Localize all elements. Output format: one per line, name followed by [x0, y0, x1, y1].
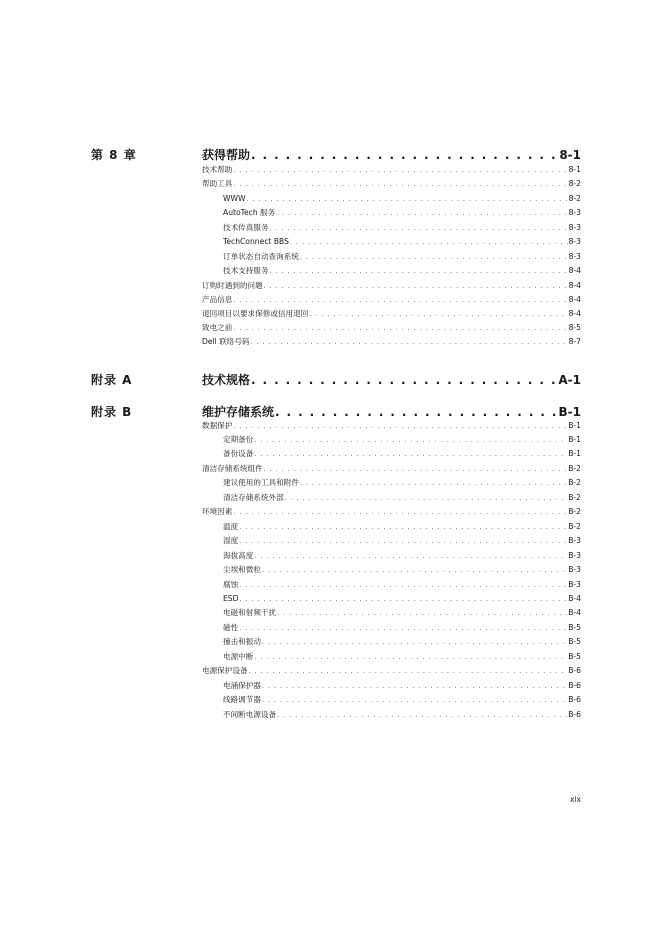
- toc-subentry[interactable]: [223, 264, 581, 278]
- toc-entry[interactable]: [202, 664, 581, 678]
- toc-entry-page: 8-3: [568, 208, 581, 217]
- toc-entry-page: B-2: [568, 507, 581, 516]
- leader-dots: [309, 308, 567, 322]
- toc-entry-title: 退回项目以要求保修或信用退回: [202, 309, 309, 318]
- toc-entry-page: B-6: [568, 695, 581, 704]
- leader-dots: [262, 564, 567, 578]
- toc-entry-page: 8-3: [568, 237, 581, 246]
- toc-entry-page: 8-1: [568, 165, 581, 174]
- toc-entry-title: Dell 联络号码: [202, 337, 250, 346]
- leader-dots: [239, 521, 567, 535]
- leader-dots: [290, 236, 568, 250]
- toc-entry-title: 建议使用的工具和附件: [223, 478, 299, 487]
- toc-subentry[interactable]: [223, 635, 581, 649]
- toc-entry-page: B-3: [568, 536, 581, 545]
- toc-heading-page: 8-1: [559, 148, 581, 162]
- toc-entry-page: 8-4: [568, 309, 581, 318]
- leader-dots: [262, 636, 567, 650]
- toc-entry[interactable]: [202, 335, 581, 349]
- toc-entry-title: 清洁存储系统组件: [202, 464, 263, 473]
- toc-subentry[interactable]: [223, 520, 581, 534]
- leader-dots: [277, 709, 567, 723]
- toc-entry-title: 订单状态自动查询系统: [223, 252, 299, 261]
- toc-subentry[interactable]: [223, 606, 581, 620]
- leader-dots: [300, 251, 568, 265]
- leader-dots: [249, 665, 568, 679]
- leader-dots: [264, 463, 567, 477]
- toc-entry-page: 8-2: [568, 194, 581, 203]
- toc-entry-page: B-1: [568, 435, 581, 444]
- leader-dots: [239, 593, 567, 607]
- toc-entry-title: TechConnect BBS: [223, 237, 289, 246]
- toc-entry-page: B-4: [568, 608, 581, 617]
- toc-entry-title: 帮助工具: [202, 179, 233, 188]
- toc-heading-title: 技术规格: [202, 373, 251, 387]
- toc-entry-page: 8-4: [568, 266, 581, 275]
- toc-entry-title: 环境因素: [202, 507, 233, 516]
- leader-dots: [254, 651, 567, 665]
- toc-entry-title: 湿度: [223, 536, 239, 545]
- toc-entry-title: 备份设备: [223, 449, 254, 458]
- toc-entry-title: 磁性: [223, 623, 239, 632]
- toc-subentry[interactable]: [223, 578, 581, 592]
- toc-heading-page: A-1: [558, 373, 581, 387]
- toc-entry[interactable]: [202, 177, 581, 191]
- toc-entry-page: B-1: [568, 449, 581, 458]
- toc-entry-page: B-3: [568, 565, 581, 574]
- toc-entry[interactable]: [202, 462, 581, 476]
- leader-dots: [262, 694, 567, 708]
- toc-entry-title: 定期备份: [223, 435, 254, 444]
- leader-dots: [254, 434, 567, 448]
- toc-entry-title: 订购时遇到的问题: [202, 281, 263, 290]
- leader-dots: [233, 420, 567, 434]
- toc-entry-page: B-1: [568, 421, 581, 430]
- leader-dots: [233, 164, 567, 178]
- appendix-a-label: 附录 A: [91, 373, 133, 387]
- toc-heading-title: 获得帮助: [202, 148, 251, 162]
- toc-entry-page: B-3: [568, 551, 581, 560]
- leader-dots: [270, 222, 568, 236]
- toc-entry-page: B-5: [568, 623, 581, 632]
- toc-subentry[interactable]: [223, 693, 581, 707]
- toc-entry-title: 腐蚀: [223, 580, 239, 589]
- toc-entry-title: 清洁存储系统外部: [223, 493, 284, 502]
- leader-dots: [239, 579, 567, 593]
- toc-entry-page: 8-4: [568, 281, 581, 290]
- toc-heading-chapter-8[interactable]: [202, 146, 581, 163]
- toc-entry-page: 8-7: [568, 337, 581, 346]
- toc-entry-page: B-6: [568, 681, 581, 690]
- toc-entry-title: 技术传真服务: [223, 223, 269, 232]
- leader-dots: [233, 294, 567, 308]
- toc-entry-title: 不间断电源设备: [223, 710, 277, 719]
- toc-entry-page: B-6: [568, 710, 581, 719]
- toc-entry-title: 电涌保护器: [223, 681, 261, 690]
- toc-subentry[interactable]: [223, 192, 581, 206]
- toc-subentry[interactable]: [223, 433, 581, 447]
- toc-entry-page: 8-3: [568, 252, 581, 261]
- toc-entry-title: 致电之前: [202, 323, 233, 332]
- toc-entry-page: 8-3: [568, 223, 581, 232]
- toc-subentry[interactable]: [223, 621, 581, 635]
- toc-subentry[interactable]: [223, 206, 581, 220]
- toc-entry[interactable]: [202, 505, 581, 519]
- toc-entry-title: 产品信息: [202, 295, 233, 304]
- leader-dots: [254, 550, 567, 564]
- leader-dots: [251, 336, 568, 350]
- toc-subentry[interactable]: [223, 476, 581, 490]
- toc-entry-page: B-2: [568, 478, 581, 487]
- toc-entry-title: 海拔高度: [223, 551, 254, 560]
- toc-subentry[interactable]: [223, 250, 581, 264]
- chapter-8-label: 第 8 章: [91, 148, 137, 162]
- leader-dots: [233, 178, 567, 192]
- toc-heading-appendix-b[interactable]: [202, 403, 581, 420]
- toc-entry-title: 数据保护: [202, 421, 233, 430]
- toc-entry-title: AutoTech 服务: [223, 208, 276, 217]
- toc-entry-title: 温度: [223, 522, 239, 531]
- leader-dots: [251, 373, 557, 387]
- toc-entry-page: B-5: [568, 637, 581, 646]
- appendix-b-label: 附录 B: [91, 405, 133, 419]
- leader-dots: [233, 322, 567, 336]
- toc-entry-title: 线路调节器: [223, 695, 261, 704]
- toc-entry-title: WWW: [223, 194, 246, 203]
- leader-dots: [251, 148, 558, 162]
- toc-entry-title: 撞击和振动: [223, 637, 261, 646]
- toc-entry-page: 8-5: [568, 323, 581, 332]
- toc-entry-page: B-2: [568, 522, 581, 531]
- leader-dots: [270, 265, 568, 279]
- leader-dots: [239, 622, 567, 636]
- leader-dots: [276, 207, 567, 221]
- toc-entry[interactable]: [202, 163, 581, 177]
- leader-dots: [277, 607, 567, 621]
- toc-entry-page: B-4: [568, 594, 581, 603]
- toc-entry-page: B-3: [568, 580, 581, 589]
- toc-subentry[interactable]: [223, 534, 581, 548]
- toc-heading-title: 维护存储系统: [202, 405, 275, 419]
- toc-entry-page: B-2: [568, 464, 581, 473]
- toc-entry-title: 技术帮助: [202, 165, 233, 174]
- toc-entry-page: 8-2: [568, 179, 581, 188]
- toc-subentry[interactable]: [223, 221, 581, 235]
- toc-entry-title: 电源保护设备: [202, 666, 248, 675]
- leader-dots: [264, 280, 568, 294]
- toc-entry-title: 电源中断: [223, 652, 254, 661]
- toc-heading-appendix-a[interactable]: [202, 371, 581, 388]
- leader-dots: [233, 506, 567, 520]
- toc-entry[interactable]: [202, 293, 581, 307]
- toc-entry-title: 尘埃和微粒: [223, 565, 261, 574]
- leader-dots: [239, 535, 567, 549]
- toc-subentry[interactable]: [223, 563, 581, 577]
- toc-subentry[interactable]: [223, 491, 581, 505]
- toc-subentry[interactable]: [223, 235, 581, 249]
- toc-entry-page: 8-4: [568, 295, 581, 304]
- toc-subentry[interactable]: [223, 650, 581, 664]
- toc-entry[interactable]: [202, 307, 581, 321]
- toc-entry-title: ESD: [223, 594, 239, 603]
- leader-dots: [247, 193, 568, 207]
- leader-dots: [254, 448, 567, 462]
- toc-subentry[interactable]: [223, 592, 581, 606]
- toc-subentry[interactable]: [223, 549, 581, 563]
- leader-dots: [262, 680, 567, 694]
- toc-subentry[interactable]: [223, 708, 581, 722]
- toc-entry-page: B-5: [568, 652, 581, 661]
- toc-entry[interactable]: [202, 321, 581, 335]
- leader-dots: [300, 477, 567, 491]
- page-number: xix: [570, 795, 581, 804]
- toc-entry-title: 技术支持服务: [223, 266, 269, 275]
- toc-subentry[interactable]: [223, 447, 581, 461]
- toc-entry[interactable]: [202, 419, 581, 433]
- leader-dots: [275, 405, 558, 419]
- toc-entry-page: B-2: [568, 493, 581, 502]
- toc-entry-title: 电磁和射频干扰: [223, 608, 277, 617]
- leader-dots: [285, 492, 567, 506]
- toc-entry[interactable]: [202, 279, 581, 293]
- toc-entry-page: B-6: [568, 666, 581, 675]
- toc-subentry[interactable]: [223, 679, 581, 693]
- toc-heading-page: B-1: [558, 405, 581, 419]
